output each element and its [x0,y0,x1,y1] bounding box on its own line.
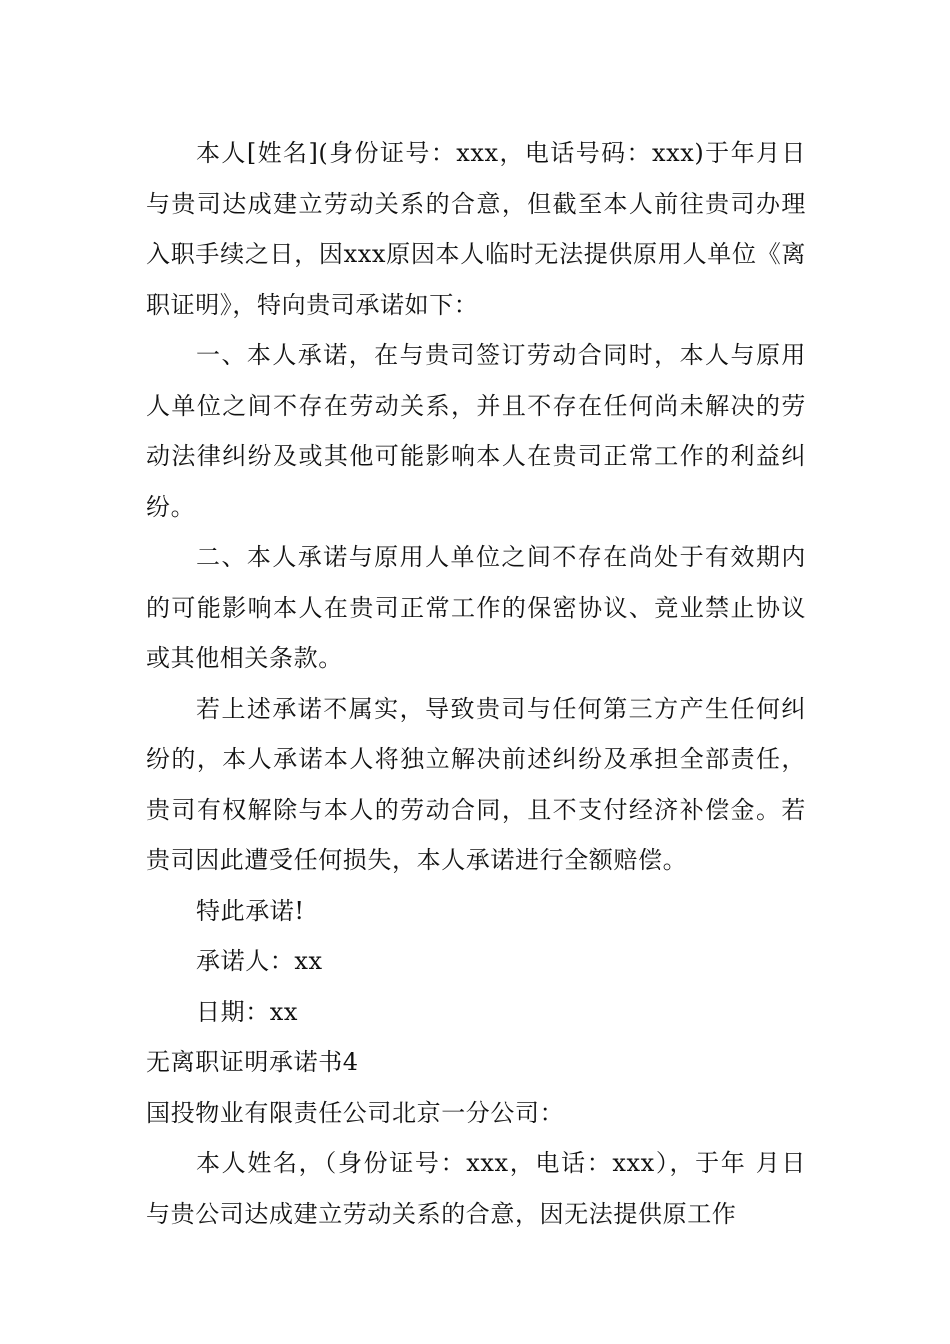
paragraph-liability: 若上述承诺不属实，导致贵司与任何第三方产生任何纠纷的，本人承诺本人将独立解决前述纠纷及承担全部责任，贵司有权解除与本人的劳动合同，且不支付经济补偿金。若贵司因此遭受任何损失，本人承诺进行全额赔偿。 [146,694,806,874]
date-line: 日期：xx [196,997,299,1026]
paragraph-intro: 本人[姓名](身份证号：xxx，电话号码：xxx)于年月日与贵司达成建立劳动关系的合意，但截至本人前往贵司办理入职手续之日，因xxx原因本人临时无法提供原用人单位《离职证明》，特向贵司承诺如下： [146,139,806,319]
signatory-line: 承诺人：xx [196,947,323,975]
addressee-line: 国投物业有限责任公司北京一分公司： [146,1098,565,1127]
paragraph-clause-two: 二、本人承诺与原用人单位之间不存在尚处于有效期内的可能影响本人在贵司正常工作的保密协议、竞业禁止协议或其他相关条款。 [146,543,806,672]
paragraph-clause-one: 一、本人承诺，在与贵司签订劳动合同时，本人与原用人单位之间不存在劳动关系，并且不存在任何尚未解决的劳动法律纠纷及或其他可能影响本人在贵司正常工作的利益纠纷。 [146,341,806,521]
closing-statement: 特此承诺! [196,896,305,925]
document-page [146,128,806,1239]
paragraph-second-letter: 本人姓名，（身份证号：xxx，电话：xxx），于年 月日与贵公司达成建立劳动关系的合意，因无法提供原工作 [146,1149,806,1228]
section-title: 无离职证明承诺书4 [146,1048,359,1076]
